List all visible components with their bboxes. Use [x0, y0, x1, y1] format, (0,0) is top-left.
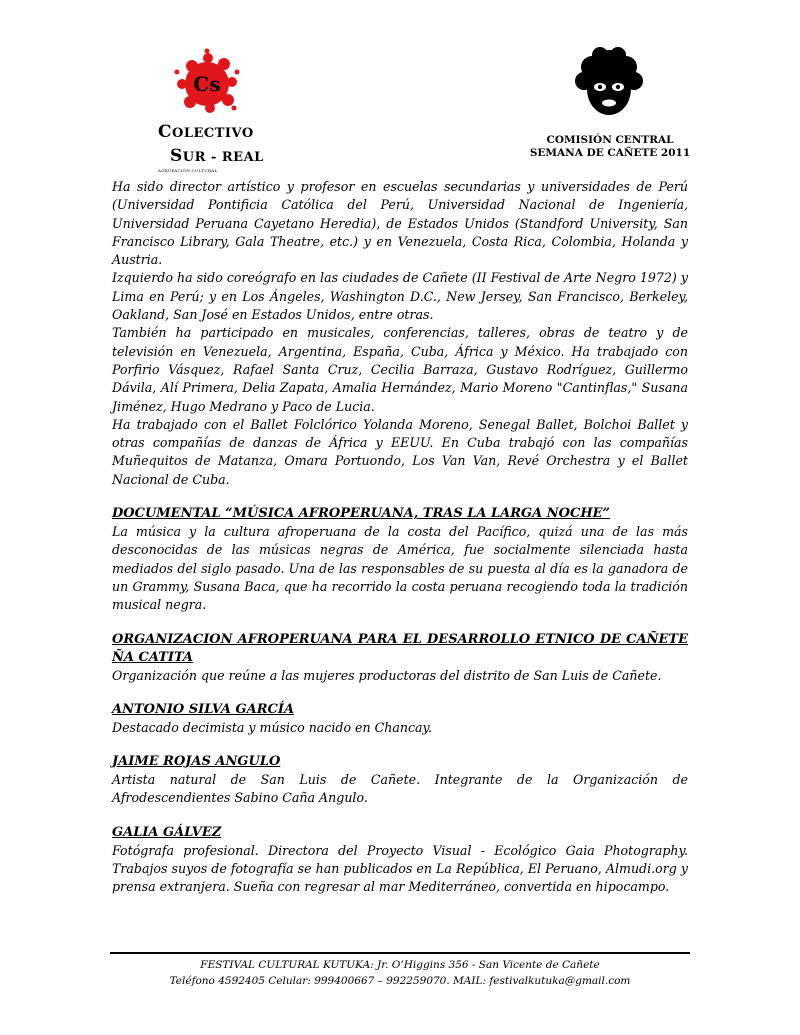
logo-monogram: Cs: [193, 72, 221, 96]
intro-paragraph-3: También ha participado en musicales, conferencias, talleres, obras de teatro y de televisión en Venezuela, Argentina, España, Cuba, África y México. Ha trabajado con Porfirio Vásquez, Rafael Santa Cruz, Cecilia Barraza, Gustavo Rodríguez, Guillermo Dávila, Alí Primera, Delia Zapata, Amalia Hernández, Mario Moreno "Cantinflas," Susana Jiménez, Hugo Medrano y Paco de Lucia.: [112, 325, 688, 414]
intro-paragraph-4: Ha trabajado con el Ballet Folclórico Yolanda Moreno, Senegal Ballet, Bolchoi Ballet y otras compañías de danzas de África y EEUU. En Cuba trabajó con las compañías Muñequitos de Matanza, Omara Portuondo, Los Van Van, Revé Orchestra y el Ballet Nacional de Cuba.: [112, 416, 688, 487]
section-body-galia-galvez: Fotógrafa profesional. Directora del Proyecto Visual - Ecológico Gaia Photography. Trabajos suyos de fotografía se han publicados en La República, El Peruano, Almudi.org y prensa extranjera. Sueña con regresar al mar Mediterráneo, convertida en hipocampo.: [112, 842, 688, 895]
section-body-documental: La música y la cultura afroperuana de la costa del Pacífico, quizá una de las más desconocidas de las músicas negras de América, fue socialmente silenciada hasta mediados del siglo pasado. Una de las responsables de su puesta al día es la ganadora de un Grammy, Susana Baca, que ha recorrido la costa peruana recogiendo toda la tradición musical negra.: [112, 524, 688, 613]
footer-address: FESTIVAL CULTURAL KUTUKA: Jr. O’Higgins 356 - San Vicente de Cañete: [200, 959, 600, 971]
brand-name: [158, 122, 264, 173]
paint-splat-icon: [172, 48, 242, 116]
brand-line-colectivo: COLECTIVO: [158, 122, 254, 142]
footer: [110, 957, 690, 989]
comision-logo: [574, 45, 644, 123]
commission-title: [520, 134, 700, 160]
section-title-galia-galvez: GALIA GÁLVEZ: [112, 824, 222, 840]
footer-contact: Teléfono 4592405 Celular: 999400667 – 992259070. MAIL: festivalkutuka@gmail.com: [169, 975, 631, 987]
section-title-organizacion: ORGANIZACION AFROPERUANA PARA EL DESARROLLO ETNICO DE CAÑETE ÑA CATITA: [112, 631, 688, 665]
section-body-jaime-rojas: Artista natural de San Luis de Cañete. Integrante de la Organización de Afrodescendientes Sabino Caña Angulo.: [112, 772, 688, 806]
section-title-jaime-rojas: JAIME ROJAS ANGULO: [112, 754, 281, 770]
section-title-antonio-silva: ANTONIO SILVA GARCÍA: [112, 701, 295, 717]
intro-paragraph-2: Izquierdo ha sido coreógrafo en las ciudades de Cañete (II Festival de Arte Negro 1972) y Lima en Perú; y en Los Ángeles, Washington D.C., New Jersey, San Francisco, Berkeley, Oakland, San José en Estados Unidos, entre otras.: [112, 270, 688, 323]
brand-line-sur-real: SUR - REAL: [170, 146, 264, 166]
intro-paragraph-1: Ha sido director artístico y profesor en escuelas secundarias y universidades de Perú (Universidad Pontificia Católica del Perú, Universidad Nacional de Ingeniería, Universidad Peruana Cayetano Heredia), de Estados Unidos (Standford University, San Francisco Library, Gala Theatre, etc.) y en Venezuela, Costa Rica, Colombia, Holanda y Austria.: [112, 179, 688, 268]
section-title-documental: DOCUMENTAL “MÚSICA AFROPERUANA, TRAS LA LARGA NOCHE”: [112, 506, 610, 522]
section-body-organizacion: Organización que reúne a las mujeres productoras del distrito de San Luis de Cañete.: [112, 667, 662, 683]
commission-line2: SEMANA DE CAÑETE 2011: [529, 147, 691, 159]
face-icon: [574, 45, 644, 119]
commission-line1: COMISIÓN CENTRAL: [546, 134, 674, 146]
footer-divider: [110, 952, 690, 954]
section-body-antonio-silva: Destacado decimista y músico nacido en Chancay.: [112, 719, 432, 735]
document-body: [112, 178, 688, 897]
brand-subtitle: AGRUPACIÓN CULTURAL: [158, 168, 218, 173]
